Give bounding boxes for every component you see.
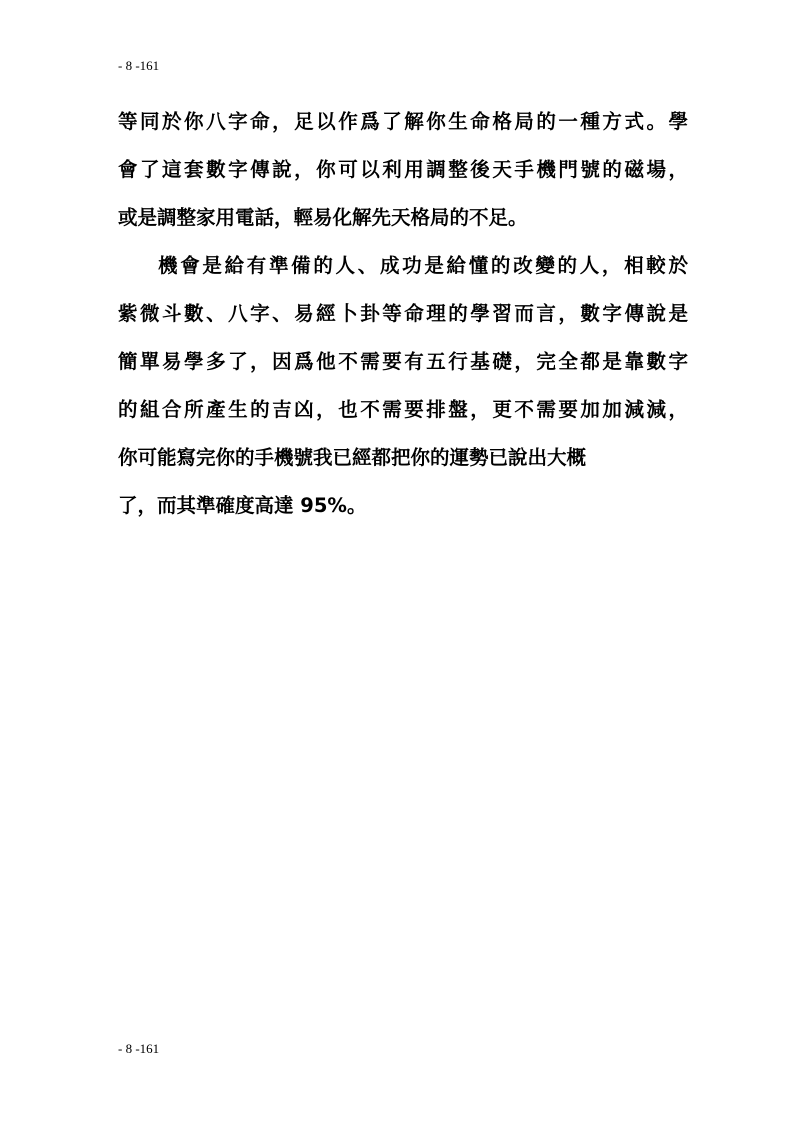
text-line: 等同於你八字命，足以作爲了解你生命格局的一種方式。學 <box>118 110 688 133</box>
text-line: 簡單易學多了，因爲他不需要有五行基礎，完全都是靠數字 <box>118 350 688 373</box>
text-line: 或是調整家用電話，輕易化解先天格局的不足。 <box>118 206 528 229</box>
text-line: 你可能寫完你的手機號我已經都把你的運勢已說出大概 <box>118 446 587 469</box>
body-paragraphs <box>118 98 688 530</box>
text-line: 了，而其準確度高達 95%。 <box>118 494 367 517</box>
text-line: 機會是給有準備的人、成功是給懂的改變的人，相較於 <box>158 254 688 277</box>
text-line: 紫微斗數、八字、易經卜卦等命理的學習而言，數字傳說是 <box>118 302 688 325</box>
text-line: 的組合所產生的吉凶，也不需要排盤，更不需要加加減減， <box>118 398 688 421</box>
page-number-footer: - 8 -161 <box>118 1041 160 1056</box>
page-number-header: - 8 -161 <box>118 58 160 73</box>
text-line: 會了這套數字傳說，你可以利用調整後天手機門號的磁場， <box>118 158 688 181</box>
